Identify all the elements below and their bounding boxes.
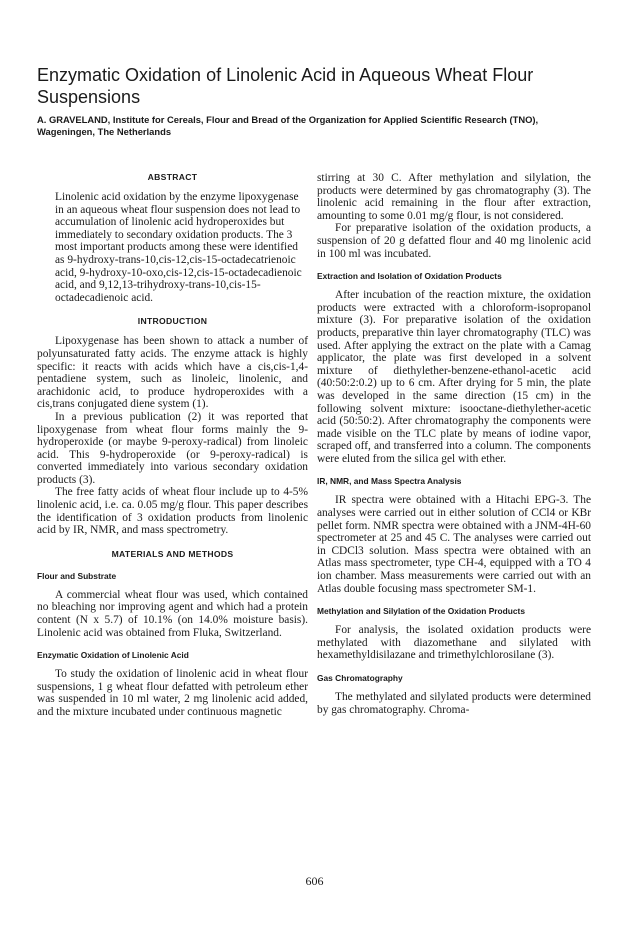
author-affiliation: Institute for Cereals, Flour and Bread of the Organization for Applied Scientific Research (TNO), Wageningen, The Netherlands — [37, 114, 539, 137]
spectra-subheading: IR, NMR, and Mass Spectra Analysis — [317, 476, 462, 487]
extraction-paragraph: After incubation of the reaction mixture, the oxidation products were extracted with a chloroform-isopropanol mixture (3). For preparative isolation of the oxidation products, preparative thin layer chromatography (TLC) was used. After applying the extract on the plate with a Camag applicator, the plate was first developed in a solvent mixture of diethylether-benzene-ethanol-acetic acid (40:50:2:0.2) up to 6 cm. After drying for 5 min, the plate was developed in the same direction (15 cm) in the following solvent mixture: isooctane-diethylether-acetic acid (50:50:2). After chromatography the components were made visible on the TLC plate by means of iodine vapor, scraped off, and transferred into a column. The components were eluted from the silica gel with ether. — [317, 289, 591, 465]
gc-paragraph: The methylated and silylated products were determined by gas chromatography. Chroma- — [317, 691, 591, 716]
intro-paragraph-2: In a previous publication (2) it was reported that lipoxygenase from wheat flour forms mainly the 9-hydroperoxide (or maybe 9-peroxy-radical) from linoleic acid. This 9-hydroperoxide (or 9-peroxy-radical) is converted immediately into various secondary oxidation products (3). — [37, 410, 308, 486]
extraction-subheading: Extraction and Isolation of Oxidation Products — [317, 271, 502, 282]
author-name: A. GRAVELAND, — [37, 114, 111, 125]
flour-subheading: Flour and Substrate — [37, 570, 117, 581]
intro-paragraph-3: The free fatty acids of wheat flour include up to 4-5% linolenic acid, i.e. ca. 0.05 mg/g flour. This paper describes the identification of 3 oxidation products from linolenic acid by IR, NMR, and mass spectrometry. — [37, 486, 308, 537]
methylation-paragraph: For analysis, the isolated oxidation products were methylated with diazomethane and silylated with hexamethyldisilazane and trimethylchlorosilane (3). — [317, 624, 591, 662]
continued-paragraph: stirring at 30 C. After methylation and silylation, the products were determined by gas chromatography (3). The linolenic acid remaining in the flour after extraction, amounting to some 0.01 mg/g flour, is not considered. — [317, 172, 591, 222]
introduction-heading: INTRODUCTION — [137, 316, 208, 327]
enzymatic-subheading: Enzymatic Oxidation of Linolenic Acid — [37, 650, 189, 661]
spectra-paragraph: IR spectra were obtained with a Hitachi EPG-3. The analyses were carried out in either solution of CCl4 or KBr pellet form. NMR spectra were obtained with a JNM-4H-60 spectrometer at 25 and 45 C. The analyses were carried out in CDCl3 solution. Mass spectra were obtained with an Atlas mass spectrometer, type CH-4, equipped with a TO 4 ion chamber. Mass measurements were carried out with an Atlas double focusing mass spectrometer SM-1. — [317, 494, 591, 595]
abstract-text: Linolenic acid oxidation by the enzyme lipoxygenase in an aqueous wheat flour suspension does not lead to accumulation of linolenic acid hydroperoxides but immediately to secondary oxidation products. The 3 most important products among these were identified as 9-hydroxy-trans-10,cis-12,cis-15-octadecatrienoic acid, 9-hydroxy-10-oxo,cis-12,cis-15-octadecadienoic acid, and 9,12,13-trihydroxy-trans-10,cis-15-octadecadienoic acid. — [55, 191, 302, 304]
byline — [37, 114, 597, 138]
page-number: 606 — [305, 874, 324, 888]
preparative-paragraph: For preparative isolation of the oxidation products, a suspension of 20 g defatted flour and 40 mg linolenic acid in 100 ml was incubated. — [317, 222, 591, 260]
materials-heading: MATERIALS AND METHODS — [111, 548, 234, 559]
right-column — [317, 172, 591, 716]
abstract-heading: ABSTRACT — [147, 172, 198, 182]
gc-subheading: Gas Chromatography — [317, 673, 403, 683]
left-column — [37, 172, 308, 719]
flour-paragraph: A commercial wheat flour was used, which contained no bleaching nor improving agent and which had a protein content (N x 5.7) of 10.1% (on 14.0% moisture basis). Linolenic acid was obtained from Fluka, Switzerland. — [37, 588, 308, 639]
enzymatic-paragraph: To study the oxidation of linolenic acid in wheat flour suspensions, 1 g wheat flour defatted with petroleum ether was suspended in 10 ml water, 2 mg linolenic acid added, and the mixture incubated under continuous magnetic — [37, 668, 308, 718]
methylation-subheading: Methylation and Silylation of the Oxidation Products — [317, 606, 525, 617]
abstract-block — [37, 191, 308, 304]
intro-paragraph-1: Lipoxygenase has been shown to attack a number of polyunsaturated fatty acids. The enzyme attack is highly specific: it reacts with acids which have a cis,cis-1,4-pentadiene system, such as linoleic, linolenic, and arachidonic acid, to produce hydroperoxides with a cis,trans conjugated diene system (1). — [37, 335, 308, 411]
article-title: Enzymatic Oxidation of Linolenic Acid in Aqueous Wheat Flour Suspensions — [37, 65, 534, 107]
